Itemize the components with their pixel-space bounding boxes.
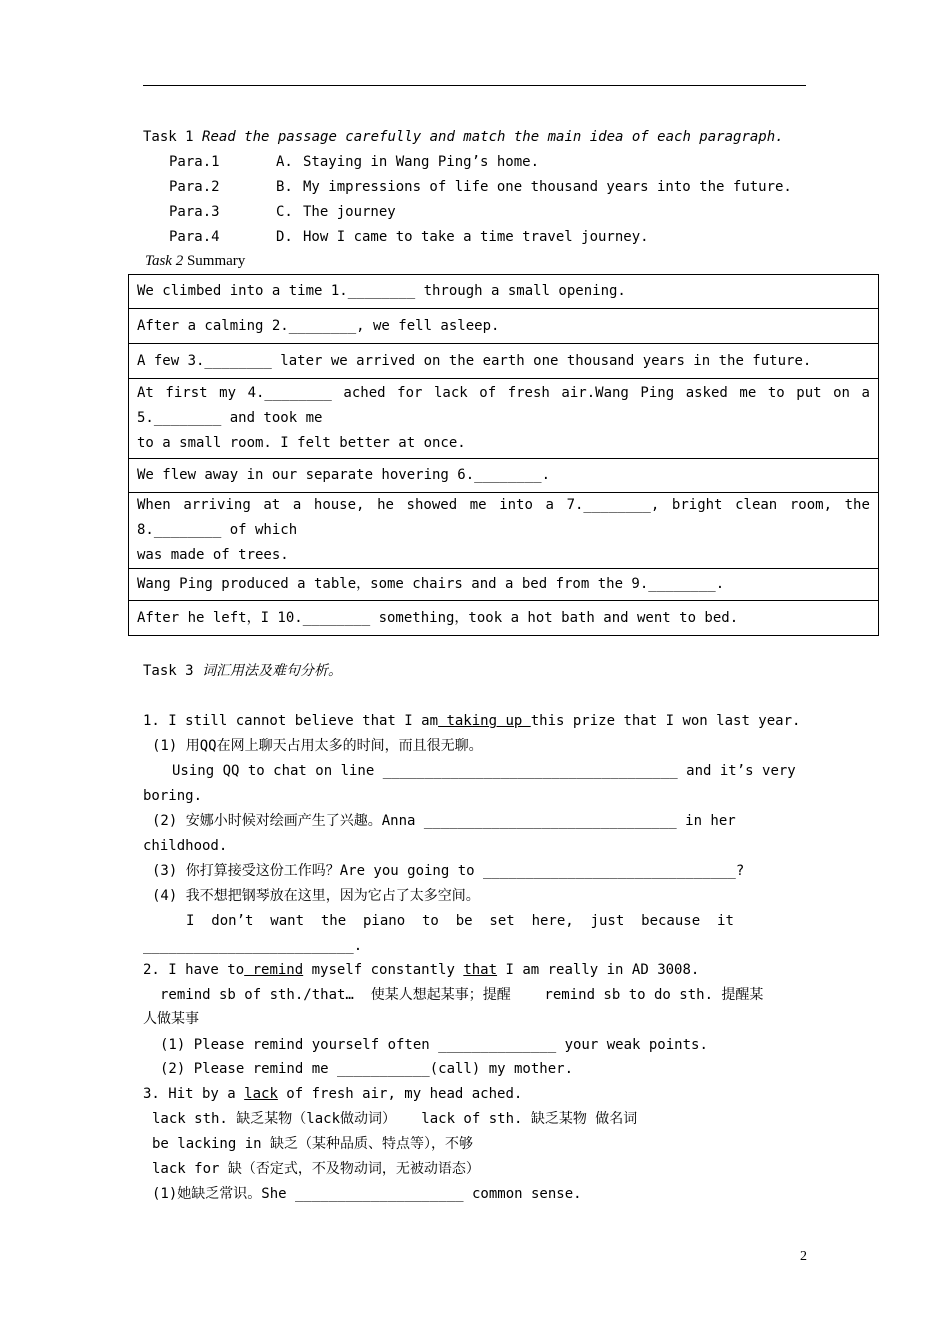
table-row	[129, 379, 879, 459]
q3-pre: 3. Hit by a	[143, 1086, 245, 1102]
table-row	[129, 344, 879, 379]
q1-post: this prize that I won last year.	[530, 713, 801, 729]
task1-label: Task 1	[143, 129, 194, 145]
word: air.Wang	[561, 385, 629, 401]
word: fresh	[507, 385, 550, 401]
q3-note1: lack sth. 缺乏某物（lack做动词） lack of sth. 缺乏某物 做名词	[152, 1111, 638, 1127]
q2-s1: (1) Please remind yourself often ______________ your weak points.	[160, 1037, 708, 1053]
word: for	[397, 385, 423, 401]
summary-cell: A few 3.________ later we arrived on the earth one thousand years in the future.	[129, 344, 879, 379]
word: the	[844, 497, 870, 513]
task1-instruction: Read the passage carefully and match the main idea of each paragraph.	[202, 129, 784, 145]
word: asked	[685, 385, 728, 401]
q2-underlined-2: that	[463, 962, 498, 978]
option-letter: B.	[276, 179, 293, 195]
q1-sentence	[143, 714, 800, 728]
word: 4.________	[247, 385, 332, 401]
table-row	[129, 493, 879, 569]
q1-pre: 1. I still cannot believe that I am	[143, 713, 439, 729]
q2-note1: remind sb of sth./that… 使某人想起某事；提醒 remind sb to do sth. 提醒某	[160, 987, 764, 1003]
summary-table	[128, 274, 879, 636]
word: When	[137, 497, 171, 513]
summary-cell: After he left，I 10.________ something，took a hot bath and went to bed.	[129, 601, 879, 636]
q1-s1-en2: boring.	[143, 788, 203, 804]
q2-underlined-1: remind	[244, 962, 304, 978]
word: first	[165, 385, 208, 401]
table-row	[129, 309, 879, 344]
q1-s2b: childhood.	[143, 838, 228, 854]
word: arriving	[183, 497, 251, 513]
table-row	[129, 569, 879, 601]
option-letter: C.	[276, 204, 293, 220]
word: me	[469, 497, 487, 513]
word: Ping	[640, 385, 675, 401]
summary-cell	[129, 493, 879, 569]
q1-s2: (2) 安娜小时候对绘画产生了兴趣。Anna ______________________________ in her	[152, 813, 736, 829]
table-row	[129, 459, 879, 493]
task3-title: 词汇用法及难句分析。	[202, 663, 343, 679]
para-label: Para.1	[169, 154, 220, 170]
word: lack	[434, 385, 468, 401]
word: a	[861, 385, 870, 401]
word: ached	[343, 385, 386, 401]
word: he	[377, 497, 394, 513]
word: a	[545, 497, 554, 513]
q3-post: of fresh air, my head ached.	[277, 1086, 523, 1102]
word: house,	[313, 497, 365, 513]
word: bright	[671, 497, 723, 513]
task2-label: Task 2	[145, 253, 184, 269]
q3-note2: be lacking in 缺乏（某种品质、特点等），不够	[152, 1136, 474, 1152]
summary-line: 8.________ of which	[137, 522, 298, 538]
header-rule	[143, 85, 806, 86]
justified-line	[137, 493, 870, 518]
task3-label: Task 3	[143, 663, 194, 679]
table-row	[129, 275, 879, 309]
q3-note3: lack for 缺（否定式，不及物动词，无被动语态）	[152, 1161, 480, 1177]
para-label: Para.4	[169, 229, 220, 245]
option-text: How I came to take a time travel journey.	[303, 229, 649, 245]
q2-sentence	[143, 963, 699, 977]
q2-s2: (2) Please remind me ___________(call) my mother.	[160, 1061, 574, 1077]
word: to	[767, 385, 785, 401]
word: a	[292, 497, 302, 513]
option-letter: D.	[276, 229, 293, 245]
word: on	[833, 385, 850, 401]
summary-line: was made of trees.	[137, 547, 289, 563]
q1-s3: (3) 你打算接受这份工作吗？Are you going to ______________________________?	[152, 863, 745, 879]
summary-cell	[129, 379, 879, 459]
word: of	[479, 385, 497, 401]
word: room,	[789, 497, 833, 513]
q3-underlined: lack	[244, 1086, 278, 1102]
q2-note2: 人做某事	[143, 1011, 199, 1027]
word: at	[263, 497, 281, 513]
task2-heading	[145, 254, 245, 269]
table-row	[129, 601, 879, 636]
q2-post: I am really in AD 3008.	[497, 962, 700, 978]
q1-s4: (4) 我不想把钢琴放在这里，因为它占了太多空间。	[152, 888, 480, 904]
task1-heading	[143, 130, 784, 144]
summary-cell: We flew away in our separate hovering 6.________.	[129, 459, 879, 493]
page-number: 2	[800, 1249, 807, 1264]
word: my	[219, 385, 236, 401]
word: into	[499, 497, 533, 513]
option-text: The journey	[303, 204, 396, 220]
word: 7.________,	[566, 497, 660, 513]
word: put	[796, 385, 822, 401]
q3-s1: (1)她缺乏常识。She ____________________ common sense.	[152, 1186, 582, 1202]
q1-s1-en: Using QQ to chat on line ___________________________________ and it’s very	[172, 763, 796, 779]
word: At	[137, 385, 154, 401]
option-text: My impressions of life one thousand years into the future.	[303, 179, 792, 195]
option-letter: A.	[276, 154, 293, 170]
q1-s4-en: I don’t want the piano to be set here, just because it	[186, 913, 734, 929]
summary-cell: We climbed into a time 1.________ through a small opening.	[129, 275, 879, 309]
q2-pre: 2. I have to	[143, 962, 245, 978]
para-label: Para.3	[169, 204, 220, 220]
para-label: Para.2	[169, 179, 220, 195]
word: showed	[406, 497, 458, 513]
task2-title: Summary	[186, 253, 246, 269]
word: clean	[735, 497, 778, 513]
q3-sentence	[143, 1087, 522, 1101]
task3-heading	[143, 664, 342, 678]
summary-line: to a small room. I felt better at once.	[137, 435, 466, 451]
summary-line: 5.________ and took me	[137, 410, 323, 426]
q2-mid: myself constantly	[303, 962, 464, 978]
summary-cell: Wang Ping produced a table，some chairs and a bed from the 9.________.	[129, 569, 879, 601]
summary-cell: After a calming 2.________, we fell asleep.	[129, 309, 879, 344]
option-text: Staying in Wang Ping’s home.	[303, 154, 540, 170]
justified-line	[137, 381, 870, 406]
q1-underlined: taking up	[438, 713, 531, 729]
q1-s1-cn: (1) 用QQ在网上聊天占用太多的时间，而且很无聊。	[152, 738, 483, 754]
q1-s4-blank: _________________________.	[143, 938, 363, 954]
word: me	[739, 385, 757, 401]
